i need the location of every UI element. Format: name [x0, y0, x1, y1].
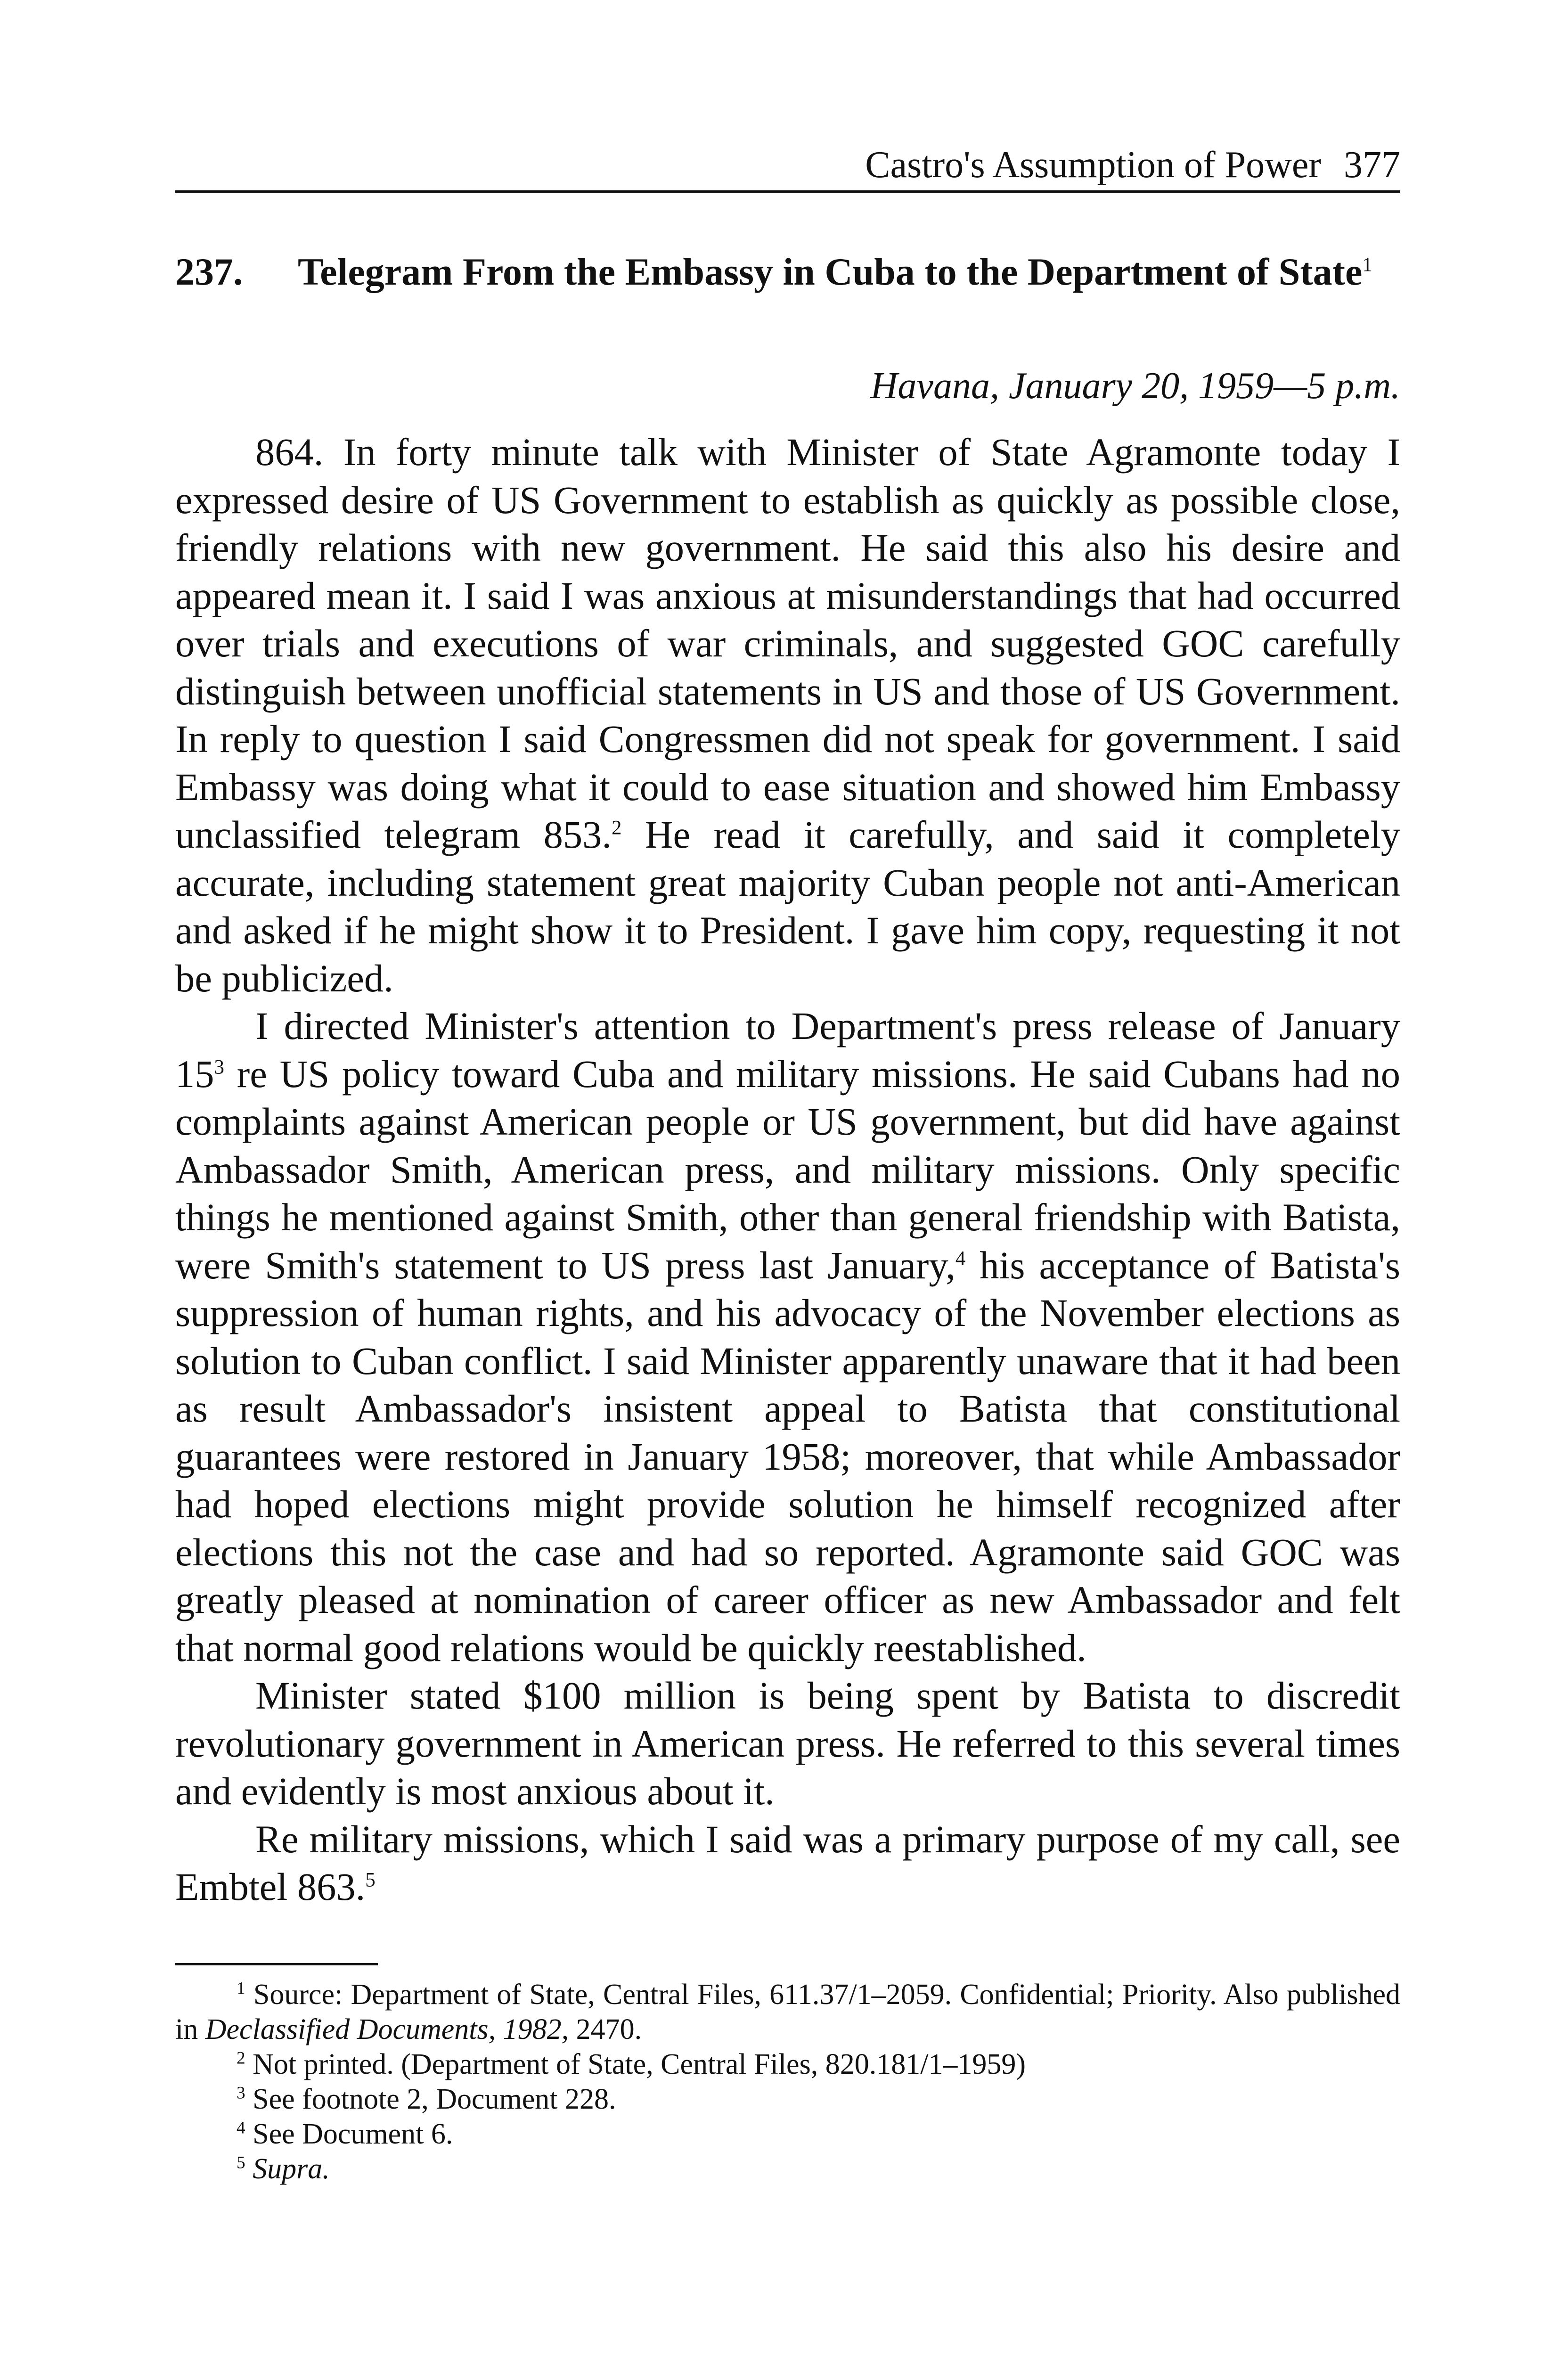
paragraph: [175, 1002, 1400, 1672]
footnote-text: See footnote 2, Document 228.: [245, 2083, 616, 2115]
footnote-text: 2470.: [569, 2013, 642, 2045]
footnote-text: See Document 6.: [245, 2118, 453, 2150]
footnote: [175, 2117, 1400, 2151]
paragraph-text: He read it carefully, and said it completely accurate, including statement great majority Cuban people not anti-American and asked if he might show it to President. I gave him copy, requesting it not be publicized.: [175, 813, 1401, 1000]
dateline: Havana, January 20, 1959—5 p.m.: [870, 365, 1400, 407]
footnote-marker: 5: [237, 2152, 245, 2172]
footnote-marker: 1: [237, 1978, 245, 1998]
page-number: 377: [1344, 144, 1400, 186]
footnote: [175, 2047, 1400, 2082]
paragraph-text: re US policy toward Cuba and military missions. He said Cubans had no complaints against American people or US government, but did have against Ambassador Smith, American press, and military missions. Only specific things he mentioned against Smith, other than general friendship with Batista, were Smith's statement to US press last January,: [175, 1052, 1400, 1287]
footnote-ref: 1: [1362, 254, 1372, 276]
footnote-text: Not printed. (Department of State, Central Files, 820.181/1–1959): [245, 2048, 1026, 2080]
paragraph-text: I directed Minister's attention to Department's press release of January 15: [175, 1004, 1400, 1096]
footnote-text: Supra.: [245, 2152, 330, 2185]
footnote-ref: 2: [611, 817, 622, 839]
paragraph-text: 864. In forty minute talk with Minister of State Agramonte today I expressed desire of US Government to establish as quickly as possible close, friendly relations with new government. He said this also his desire and appeared mean it. I said I was anxious at misunderstandings that had occurred over trials and executions of war criminals, and suggested GOC carefully distinguish between unofficial statements in US and those of US Government. In reply to question I said Congressmen did not speak for government. I said Embassy was doing what it could to ease situation and showed him Embassy unclassified telegram 853.: [175, 430, 1400, 856]
footnote-divider: [175, 1963, 378, 1965]
footnote: [175, 2151, 1400, 2186]
document-page: [175, 141, 1400, 2186]
document-title-block: [298, 247, 1400, 296]
running-title: Castro's Assumption of Power: [865, 144, 1321, 186]
footnote-citation: Declassified Documents, 1982,: [205, 2013, 569, 2045]
footnote-ref: 5: [365, 1869, 376, 1891]
telegram-body: [175, 428, 1400, 1911]
footnote-marker: 4: [237, 2118, 245, 2137]
footnote: [175, 1977, 1400, 2047]
footnote: [175, 2082, 1400, 2117]
paragraph: [175, 428, 1400, 1002]
footnote-text: Source: Department of State, Central Files, 611.37/1–2059. Confidential; Priority. Also published in: [175, 1978, 1400, 2045]
footnote-ref: 3: [214, 1056, 224, 1078]
document-title: Telegram From the Embassy in Cuba to the Department of State: [298, 250, 1363, 293]
running-header: [175, 141, 1400, 193]
paragraph-text: his acceptance of Batista's suppression of human rights, and his advocacy of the November elections as solution to Cuban conflict. I said Minister apparently unaware that it had been as result Ambassador's insistent appeal to Batista that constitutional guarantees were restored in January 1958; moreover, that while Ambassador had hoped elections might provide solution he himself recognized after elections this not the case and had so reported. Agramonte said GOC was greatly pleased at nomination of career officer as new Ambassador and felt that normal good relations would be quickly reestablished.: [175, 1243, 1400, 1669]
document-number: 237.: [175, 250, 243, 293]
footnotes: [175, 1977, 1400, 2186]
footnote-marker: 3: [237, 2083, 245, 2102]
paragraph: Minister stated $100 million is being spent by Batista to discredit revolutionary government in American press. He referred to this several times and evidently is most anxious about it.: [175, 1674, 1400, 1813]
paragraph: [175, 1816, 1400, 1911]
document-heading: [175, 247, 1400, 296]
footnote-marker: 2: [237, 2048, 245, 2068]
footnote-ref: 4: [955, 1247, 966, 1269]
paragraph-text: Re military missions, which I said was a primary purpose of my call, see Embtel 863.: [175, 1817, 1400, 1908]
